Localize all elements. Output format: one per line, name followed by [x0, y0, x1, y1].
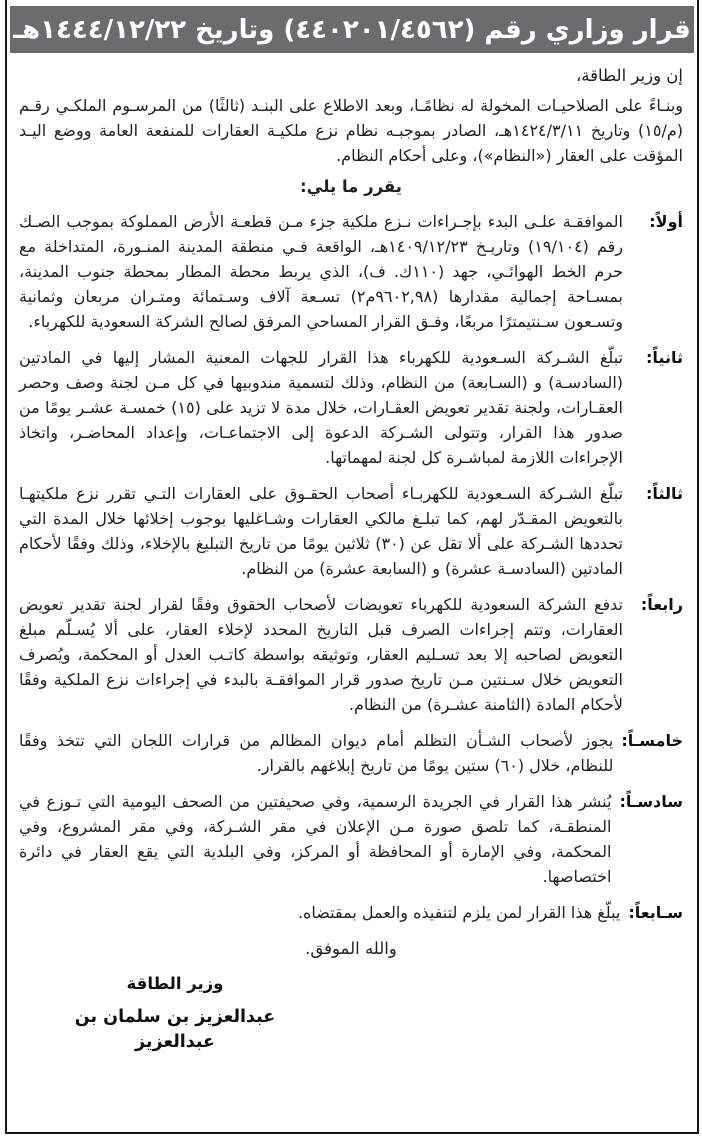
item-1-text: الموافقـة علـى البدء بإجـراءات نـزع ملكية جزء مـن قطعـة الأرض المملوكة بموجب الصـك رقم (١٩/١٠٤) وتاريـخ ١٤٠٩/١٢/٢٣هـ، الواقعة فـي منطقة المدينة المنـورة، المتداخلة مع حرم الخط الهوائـي، جهد (١١٠ك. ف)، الذي يربط محطة المطار بمحطة جنوب المدينة، بمسـاحة إجمالية مقدارها (٩٦٠٢,٩٨م٢) تسـعة آلاف وسـتمائة ومتـران مربعان وثمانية وتسـعون سـنتيمترًا مربعًا، وفـق القرار المساحي المرفق لصالح الشركة السعودية للكهرباء. [19, 212, 623, 331]
item-4-text: تدفع الشركة السعودية للكهرباء تعويضات لأصحاب الحقوق وفقًا لقرار لجنة تقدير تعويض العقارات، وتتم إجراءات الصرف قبل التاريخ المحدد لإخلاء العقار، على ألا يُسـلّم مبلغ التعويض لصاحبه إلا بعد تسـليم العقار، وتوثيقه بواسطة كاتـب العدل أو المحكمة، ويُصرف التعويض خلال سـنتين مـن تاريخ صدور قرار الموافقـة بالبدء في إجراءات نزع الملكية وفقًا لأحكام المادة (الثامنة عشـرة) من النظام. [19, 595, 623, 714]
item-5-text: يجوز لأصحاب الشـأن التظلم أمام ديوان المظالم من قرارات اللجان التي تتخذ وفقًا للنظام، خلال (٦٠) ستين يومًا من تاريخ إبلاغهم بالقرار. [19, 731, 614, 775]
item-3-label: ثالثاً: [646, 484, 683, 503]
signature-block [35, 971, 315, 1055]
decree-body [7, 53, 697, 1055]
minister-opening-line: إن وزير الطاقة، [575, 66, 683, 85]
document-frame [5, 0, 699, 1134]
item-4-label: رابعاً: [640, 595, 683, 614]
item-2-text: تبلّغ الشـركة السـعودية للكهرباء هذا القرار للجهات المعنية المشار إليها في المادتين (السادسـة) و (السـابعة) من النظام، وذلك لتسمية مندوبيها في كل مـن لجنة وصف وحصر العقـارات، ولجنة تقدير تعويض العقـارات، خلال مدة لا تزيد على (١٥) خمسـة عشـر يومًا من صدور هذا القرار، وتتولى الشـركة الدعوة إلى الاجتماعـات، وإعداد المحاضـر، واتخاذ الإجراءات اللازمة لمباشـرة كل لجنة لمهماتها. [19, 348, 623, 467]
item-7-label: سـابعاً: [628, 903, 683, 922]
decree-item-6 [19, 789, 683, 889]
decree-item-5 [19, 728, 683, 778]
item-7-text: يبلّغ هذا القرار لمن يلزم لتنفيذه والعمل بمقتضاه. [297, 903, 621, 922]
decree-item-2 [19, 345, 683, 470]
closing-blessing: والله الموفق. [305, 939, 397, 958]
item-6-label: سادسـاً: [619, 792, 683, 811]
item-3-text: تبلّغ الشـركة السـعودية للكهربـاء أصحاب الحقـوق على العقارات التـي تقرر نزع ملكيتهـا بالتعويض المقـدّر لهم، كما تبلـغ مالكي العقارات وشـاغليها بوجوب إخلائها خلال المدة التي تحددها الشـركة على ألا تقل عن (٣٠) ثلاثين يومًا من تاريخ التبليغ بالإخلاء، وذلك وفقًا لأحكام المادتين (السادسـة عشرة) و (السابعة عشرة) من النظام. [19, 484, 623, 578]
decree-item-7 [19, 900, 683, 925]
signature-title: وزير الطاقة [126, 974, 224, 993]
decree-item-1 [19, 209, 683, 334]
decree-item-4 [19, 592, 683, 717]
decree-item-3 [19, 481, 683, 581]
item-1-label: أولاً: [649, 212, 683, 231]
decree-items [19, 209, 683, 925]
item-2-label: ثانياً: [646, 348, 683, 367]
item-6-text: يُنشر هذا القرار في الجريدة الرسمية، وفي صحيفتين من الصحف اليومية التي تـوزع في المنطقـة، كما تلصق صورة مـن الإعلان في مقر الشـركة، وفي مقر المشروع، وفي المحكمة، وفي الإمارة أو المحافظة أو المركز، وفي البلدية التي يقع العقار في دائرة اختصاصها. [19, 792, 612, 886]
item-5-label: خامسـاً: [621, 731, 683, 750]
decree-title: قرار وزاري رقم (٤٤٠٢٠١/٤٥٦٢) وتاريخ ١٤٤٤/١٢/٢٢هـ [13, 14, 691, 45]
preamble-paragraph: وبنـاءً على الصلاحيـات المخولة له نظامًـا، وبعد الاطلاع على البنـد (ثالثًا) من المرسـوم الملكـي رقـم (م/١٥) وتاريخ ١٤٢٤/٣/١١هـ، الصادر بموجبـه نظام نزع ملكيـة العقارات للمنفعة العامة ووضع اليـد المؤقت على العقار («النظام»)، وعلى أحكام النظام. [19, 96, 683, 165]
signature-name: عبدالعزيز بن سلمان بن عبدالعزيز [74, 1007, 276, 1052]
decree-title-band [10, 6, 694, 53]
decides-heading: يقرر ما يلي: [300, 177, 402, 196]
